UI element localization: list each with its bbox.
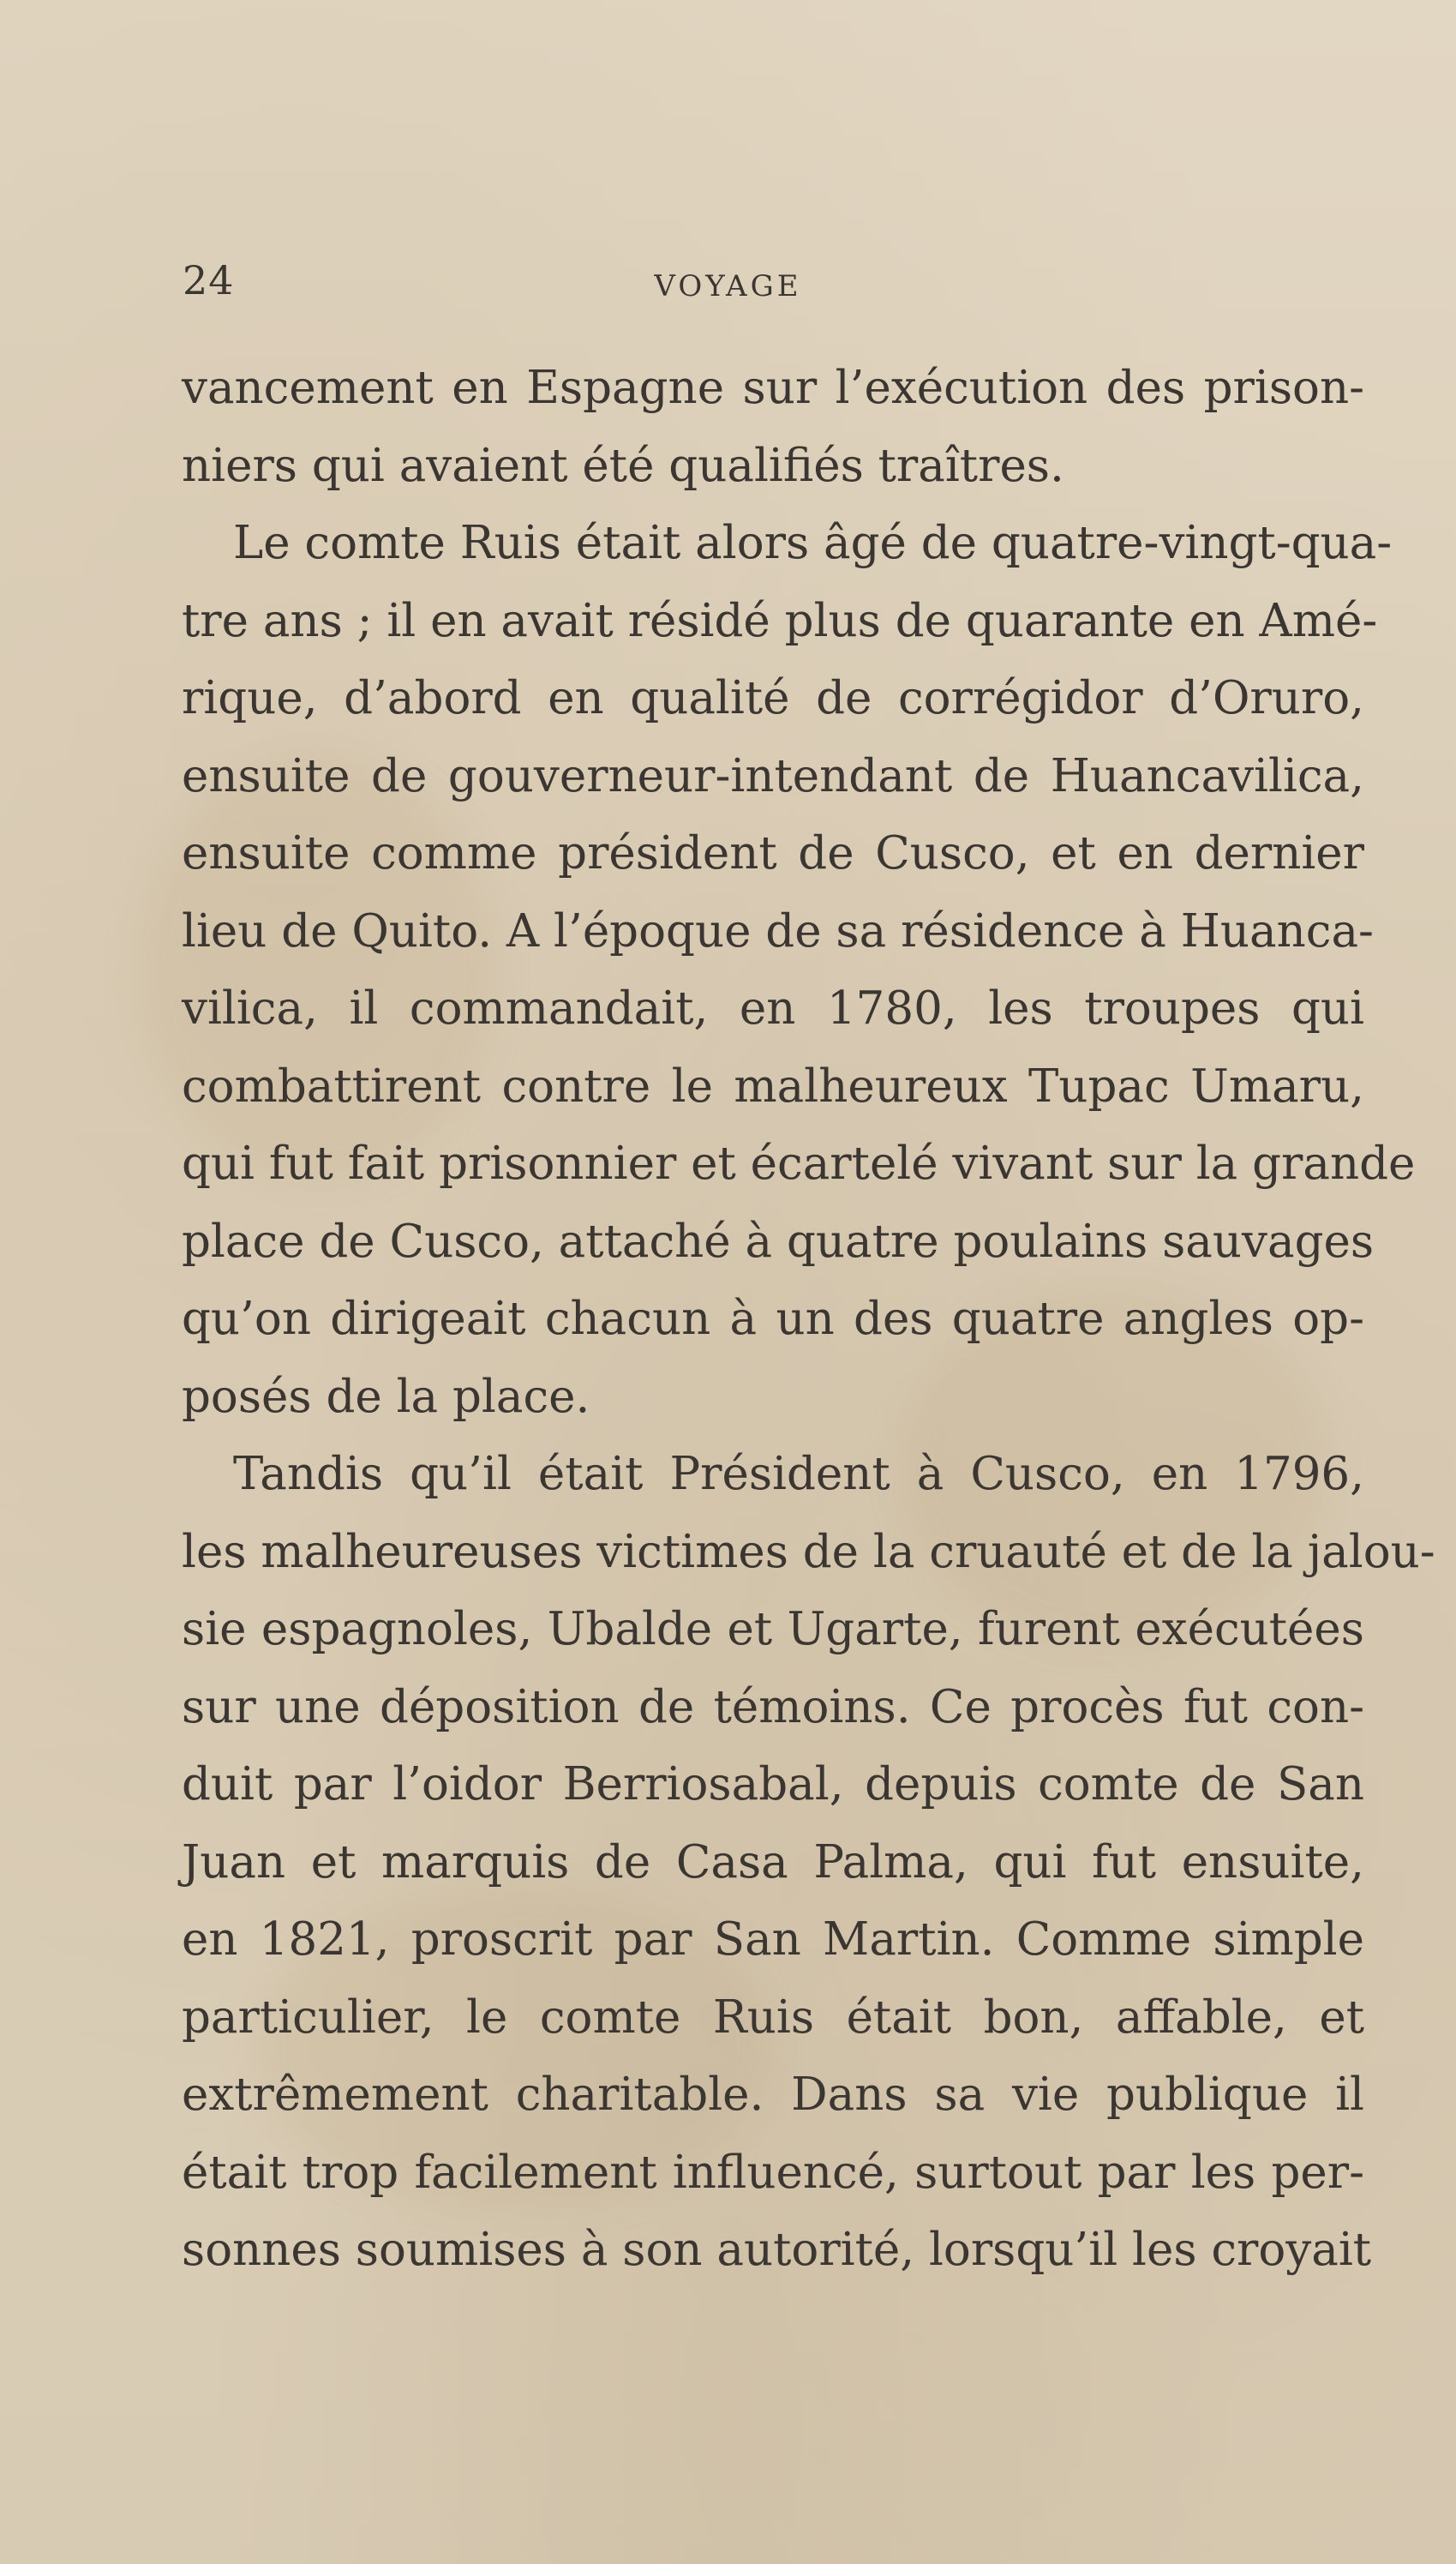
text-line: sur une déposition de témoins. Ce procès fut con-: [182, 1680, 1364, 1733]
text-line: rique, d’abord en qualité de corrégidor d’Oruro,: [182, 672, 1364, 724]
text-line: en 1821, proscrit par San Martin. Comme simple: [182, 1913, 1364, 1966]
text-line: duit par l’oidor Berriosabal, depuis comte de San: [182, 1758, 1364, 1810]
text-line: ensuite de gouverneur-intendant de Huancavilica,: [182, 749, 1364, 802]
text-line: vancement en Espagne sur l’exécution des prison-: [182, 362, 1364, 414]
text-line: était trop facilement influencé, surtout par les per-: [182, 2146, 1364, 2199]
text-line: place de Cusco, attaché à quatre poulains sauvages: [182, 1215, 1375, 1268]
text-line: Le comte Ruis était alors âgé de quatre-vingt-qua-: [233, 517, 1393, 569]
text-line: qu’on dirigeait chacun à un des quatre angles op-: [182, 1293, 1364, 1345]
text-line: combattirent contre le malheureux Tupac Umaru,: [182, 1060, 1364, 1113]
text-line: particulier, le comte Ruis était bon, affable, et: [182, 1991, 1364, 2044]
text-line: niers qui avaient été qualifiés traîtres.: [182, 439, 1064, 492]
text-line: ensuite comme président de Cusco, et en dernier: [182, 827, 1364, 880]
text-line: Tandis qu’il était Président à Cusco, en 1796,: [233, 1448, 1364, 1500]
text-line: vilica, il commandait, en 1780, les troupes qui: [182, 982, 1364, 1035]
text-line: qui fut fait prisonnier et écartelé vivant sur la grande: [182, 1138, 1416, 1190]
running-head: VOYAGE: [654, 269, 802, 303]
text-line: Juan et marquis de Casa Palma, qui fut ensuite,: [182, 1835, 1364, 1888]
text-line: sie espagnoles, Ubalde et Ugarte, furent exécutées: [182, 1603, 1364, 1655]
body-text: [182, 350, 1435, 2290]
text-line: tre ans ; il en avait résidé plus de quarante en Amé-: [182, 594, 1378, 647]
text-line: posés de la place.: [182, 1370, 590, 1423]
page-number: 24: [183, 257, 235, 303]
text-line: extrêmement charitable. Dans sa vie publique il: [182, 2069, 1364, 2121]
text-line: sonnes soumises à son autorité, lorsqu’il les croyait: [182, 2224, 1372, 2276]
page-header: [0, 257, 1456, 309]
text-line: les malheureuses victimes de la cruauté et de la jalou-: [182, 1525, 1435, 1578]
text-line: lieu de Quito. A l’époque de sa résidence à Huanca-: [182, 904, 1374, 958]
